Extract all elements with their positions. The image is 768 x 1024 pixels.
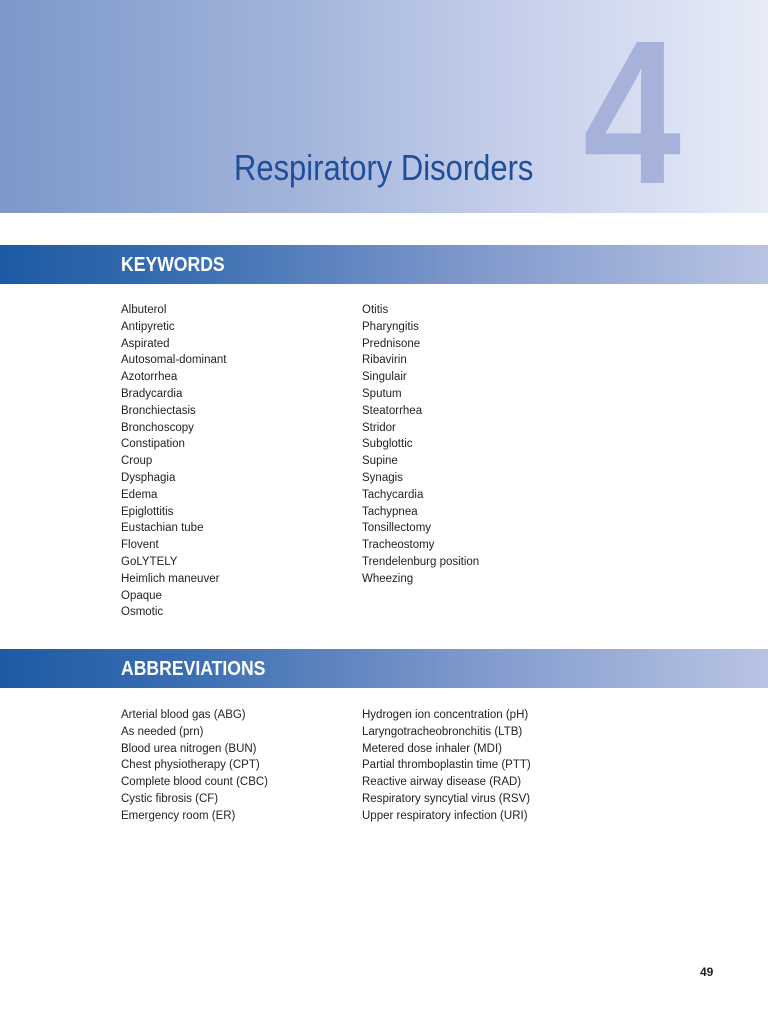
abbreviation-item: Reactive airway disease (RAD) [362, 776, 522, 789]
keywords-heading: KEYWORDS [121, 254, 225, 276]
keyword-item: Tracheostomy [362, 539, 435, 552]
keyword-item: Antipyretic [121, 320, 175, 333]
page-number: 49 [700, 965, 714, 979]
keyword-item: Albuterol [121, 304, 167, 316]
abbreviation-item: Partial thromboplastin time (PTT) [362, 759, 531, 772]
keyword-item: Opaque [121, 589, 162, 602]
chapter-number: 4 [583, 0, 678, 213]
abbreviations-list-right [362, 707, 531, 825]
keywords-section-bar [0, 245, 768, 284]
keyword-item: Bronchiectasis [121, 404, 196, 417]
keyword-item: Bronchoscopy [121, 421, 194, 434]
keyword-item: Tachycardia [362, 488, 424, 501]
abbreviation-item: Chest physiotherapy (CPT) [121, 759, 260, 772]
keyword-item: Wheezing [362, 572, 414, 585]
keyword-item: Sputum [362, 387, 402, 400]
abbreviation-item: Laryngotracheobronchitis (LTB) [362, 725, 523, 738]
keyword-item: Constipation [121, 438, 185, 451]
keyword-item: Azotorrhea [121, 371, 178, 384]
abbreviations-list-left [121, 707, 268, 825]
keyword-item: Epiglottitis [121, 505, 174, 518]
abbreviation-item: Cystic fibrosis (CF) [121, 792, 219, 805]
keyword-item: Pharyngitis [362, 320, 419, 333]
keyword-item: Prednisone [362, 337, 421, 350]
keyword-item: Ribavirin [362, 354, 407, 367]
keyword-item: Supine [362, 455, 398, 468]
keyword-item: Singulair [362, 371, 407, 384]
keyword-item: Trendelenburg position [362, 555, 480, 568]
abbreviation-item: Metered dose inhaler (MDI) [362, 742, 502, 755]
keyword-item: Subglottic [362, 438, 413, 451]
abbreviation-item: Complete blood count (CBC) [121, 776, 269, 789]
keyword-item: Steatorrhea [362, 404, 423, 417]
keyword-item: Bradycardia [121, 387, 183, 400]
keyword-item: Tonsillectomy [362, 522, 432, 535]
abbreviation-item: Arterial blood gas (ABG) [121, 709, 246, 721]
keyword-item: Edema [121, 488, 158, 501]
abbreviation-item: Hydrogen ion concentration (pH) [362, 709, 529, 721]
keywords-list-left [121, 302, 226, 621]
keyword-item: Heimlich maneuver [121, 572, 220, 585]
keyword-item: Flovent [121, 539, 159, 552]
keyword-item: Stridor [362, 421, 396, 434]
keyword-item: Tachypnea [362, 505, 418, 518]
keyword-item: Synagis [362, 471, 403, 484]
keyword-item: Dysphagia [121, 471, 176, 484]
abbreviation-item: Respiratory syncytial virus (RSV) [362, 792, 531, 805]
keyword-item: Otitis [362, 304, 389, 316]
keyword-item: Croup [121, 455, 153, 468]
keyword-item: Autosomal-dominant [121, 354, 227, 367]
abbreviation-item: Emergency room (ER) [121, 809, 236, 822]
abbreviation-item: As needed (prn) [121, 725, 204, 738]
keyword-item: GoLYTELY [121, 555, 178, 568]
abbreviations-heading: ABBREVIATIONS [121, 658, 266, 680]
keywords-list-right [362, 302, 479, 588]
keyword-item: Aspirated [121, 337, 170, 350]
abbreviation-item: Blood urea nitrogen (BUN) [121, 742, 257, 755]
chapter-header-banner [0, 0, 768, 213]
abbreviations-section-bar [0, 649, 768, 688]
keyword-item: Eustachian tube [121, 522, 204, 535]
keyword-item: Osmotic [121, 606, 164, 619]
chapter-title: Respiratory Disorders [234, 147, 534, 188]
abbreviation-item: Upper respiratory infection (URI) [362, 809, 528, 822]
